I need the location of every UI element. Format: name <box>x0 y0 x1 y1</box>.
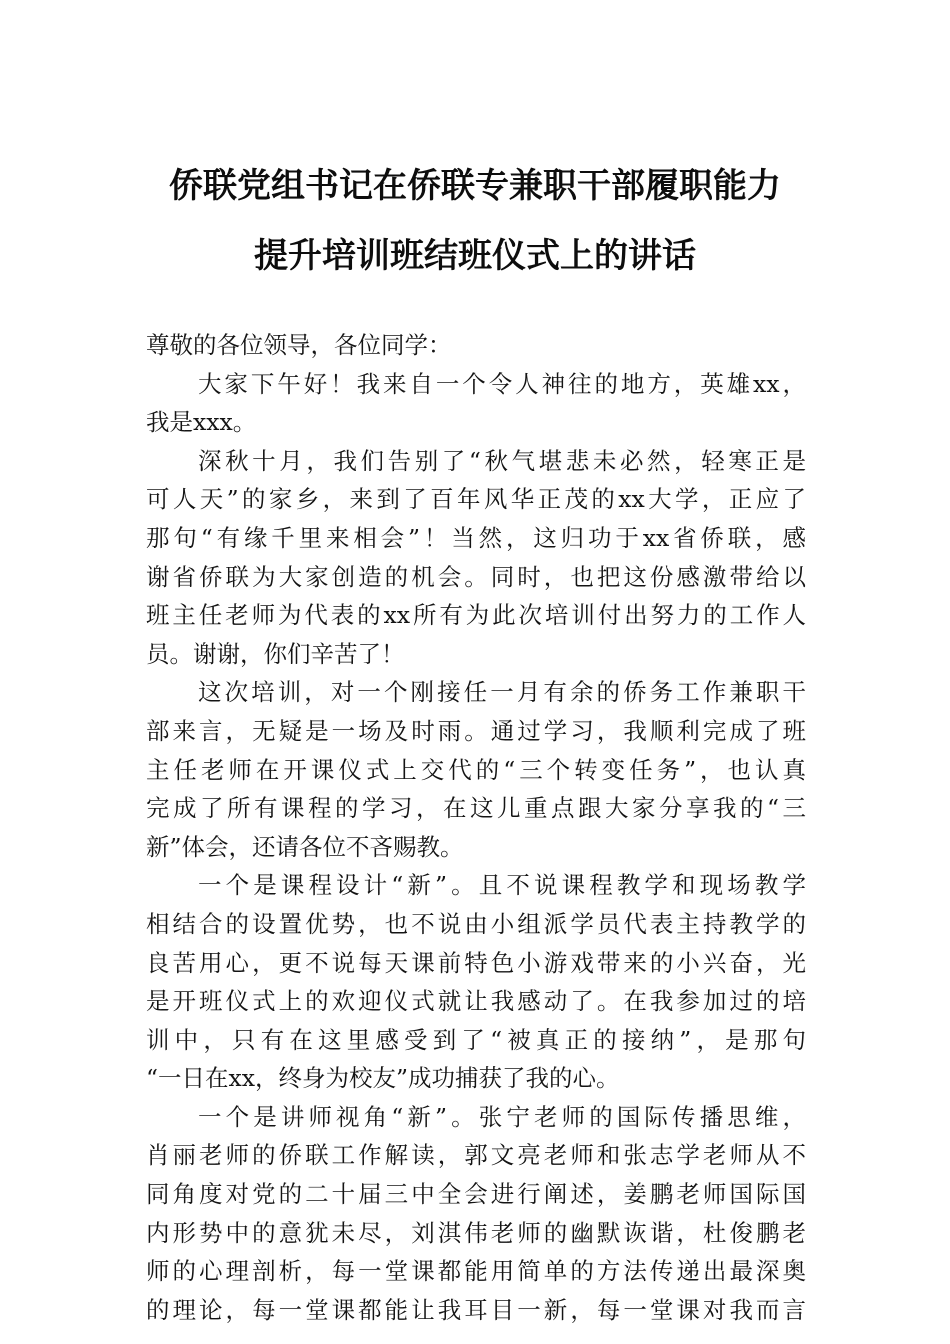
body-text-line: 师的心理剖析，每一堂课都能用简单的方法传递出最深奥 <box>146 1257 806 1286</box>
document-body <box>146 326 806 1329</box>
body-text-line: “一日在xx，终身为校友”成功捕获了我的心。 <box>146 1064 620 1093</box>
body-text-line: 谢省侨联为大家创造的机会。同时，也把这份感激带给以 <box>146 562 806 591</box>
body-text-line: 的理论，每一堂课都能让我耳目一新，每一堂课对我而言 <box>146 1295 806 1324</box>
body-text-line: 那句“有缘千里来相会”！当然，这归功于xx省侨联，感 <box>146 523 806 552</box>
body-text-line: 主任老师在开课仪式上交代的“三个转变任务”，也认真 <box>146 755 806 784</box>
body-text-line: 员。谢谢，你们辛苦了！ <box>146 639 405 668</box>
body-text-line: 部来言，无疑是一场及时雨。通过学习，我顺利完成了班 <box>146 716 806 745</box>
document-title-line-1: 侨联党组书记在侨联专兼职干部履职能力 <box>169 166 781 206</box>
body-text-line: 这次培训，对一个刚接任一月有余的侨务工作兼职干 <box>198 678 806 707</box>
body-text-line: 可人天”的家乡，来到了百年风华正茂的xx大学，正应了 <box>146 485 806 514</box>
body-text-line: 大家下午好！我来自一个令人神往的地方，英雄xx， <box>198 369 806 398</box>
document-title-line-2: 提升培训班结班仪式上的讲话 <box>254 236 696 276</box>
body-text-line: 相结合的设置优势，也不说由小组派学员代表主持教学的 <box>146 909 806 938</box>
body-text-line: 完成了所有课程的学习，在这儿重点跟大家分享我的“三 <box>146 794 806 823</box>
body-text-line: 班主任老师为代表的xx所有为此次培训付出努力的工作人 <box>146 601 806 630</box>
body-text-line: 我是xxx。 <box>146 408 257 437</box>
body-text-line: 深秋十月，我们告别了“秋气堪悲未必然，轻寒正是 <box>198 446 806 475</box>
body-text-line: 肖丽老师的侨联工作解读，郭文亮老师和张志学老师从不 <box>146 1141 806 1170</box>
body-text-line: 训中，只有在这里感受到了“被真正的接纳”，是那句 <box>146 1025 806 1054</box>
body-text-line: 是开班仪式上的欢迎仪式就让我感动了。在我参加过的培 <box>146 987 806 1016</box>
body-text-line: 内形势中的意犹未尽，刘淇伟老师的幽默诙谐，杜俊鹏老 <box>146 1218 806 1247</box>
body-text-line: 一个是课程设计“新”。且不说课程教学和现场教学 <box>198 871 806 900</box>
body-text-line: 新”体会，还请各位不吝赐教。 <box>146 832 464 861</box>
body-text-line: 同角度对党的二十届三中全会进行阐述，姜鹏老师国际国 <box>146 1180 806 1209</box>
body-text-line: 尊敬的各位领导，各位同学： <box>146 331 452 359</box>
body-text-line: 一个是讲师视角“新”。张宁老师的国际传播思维， <box>198 1102 806 1131</box>
body-text-line: 良苦用心，更不说每天课前特色小游戏带来的小兴奋，光 <box>146 948 806 977</box>
